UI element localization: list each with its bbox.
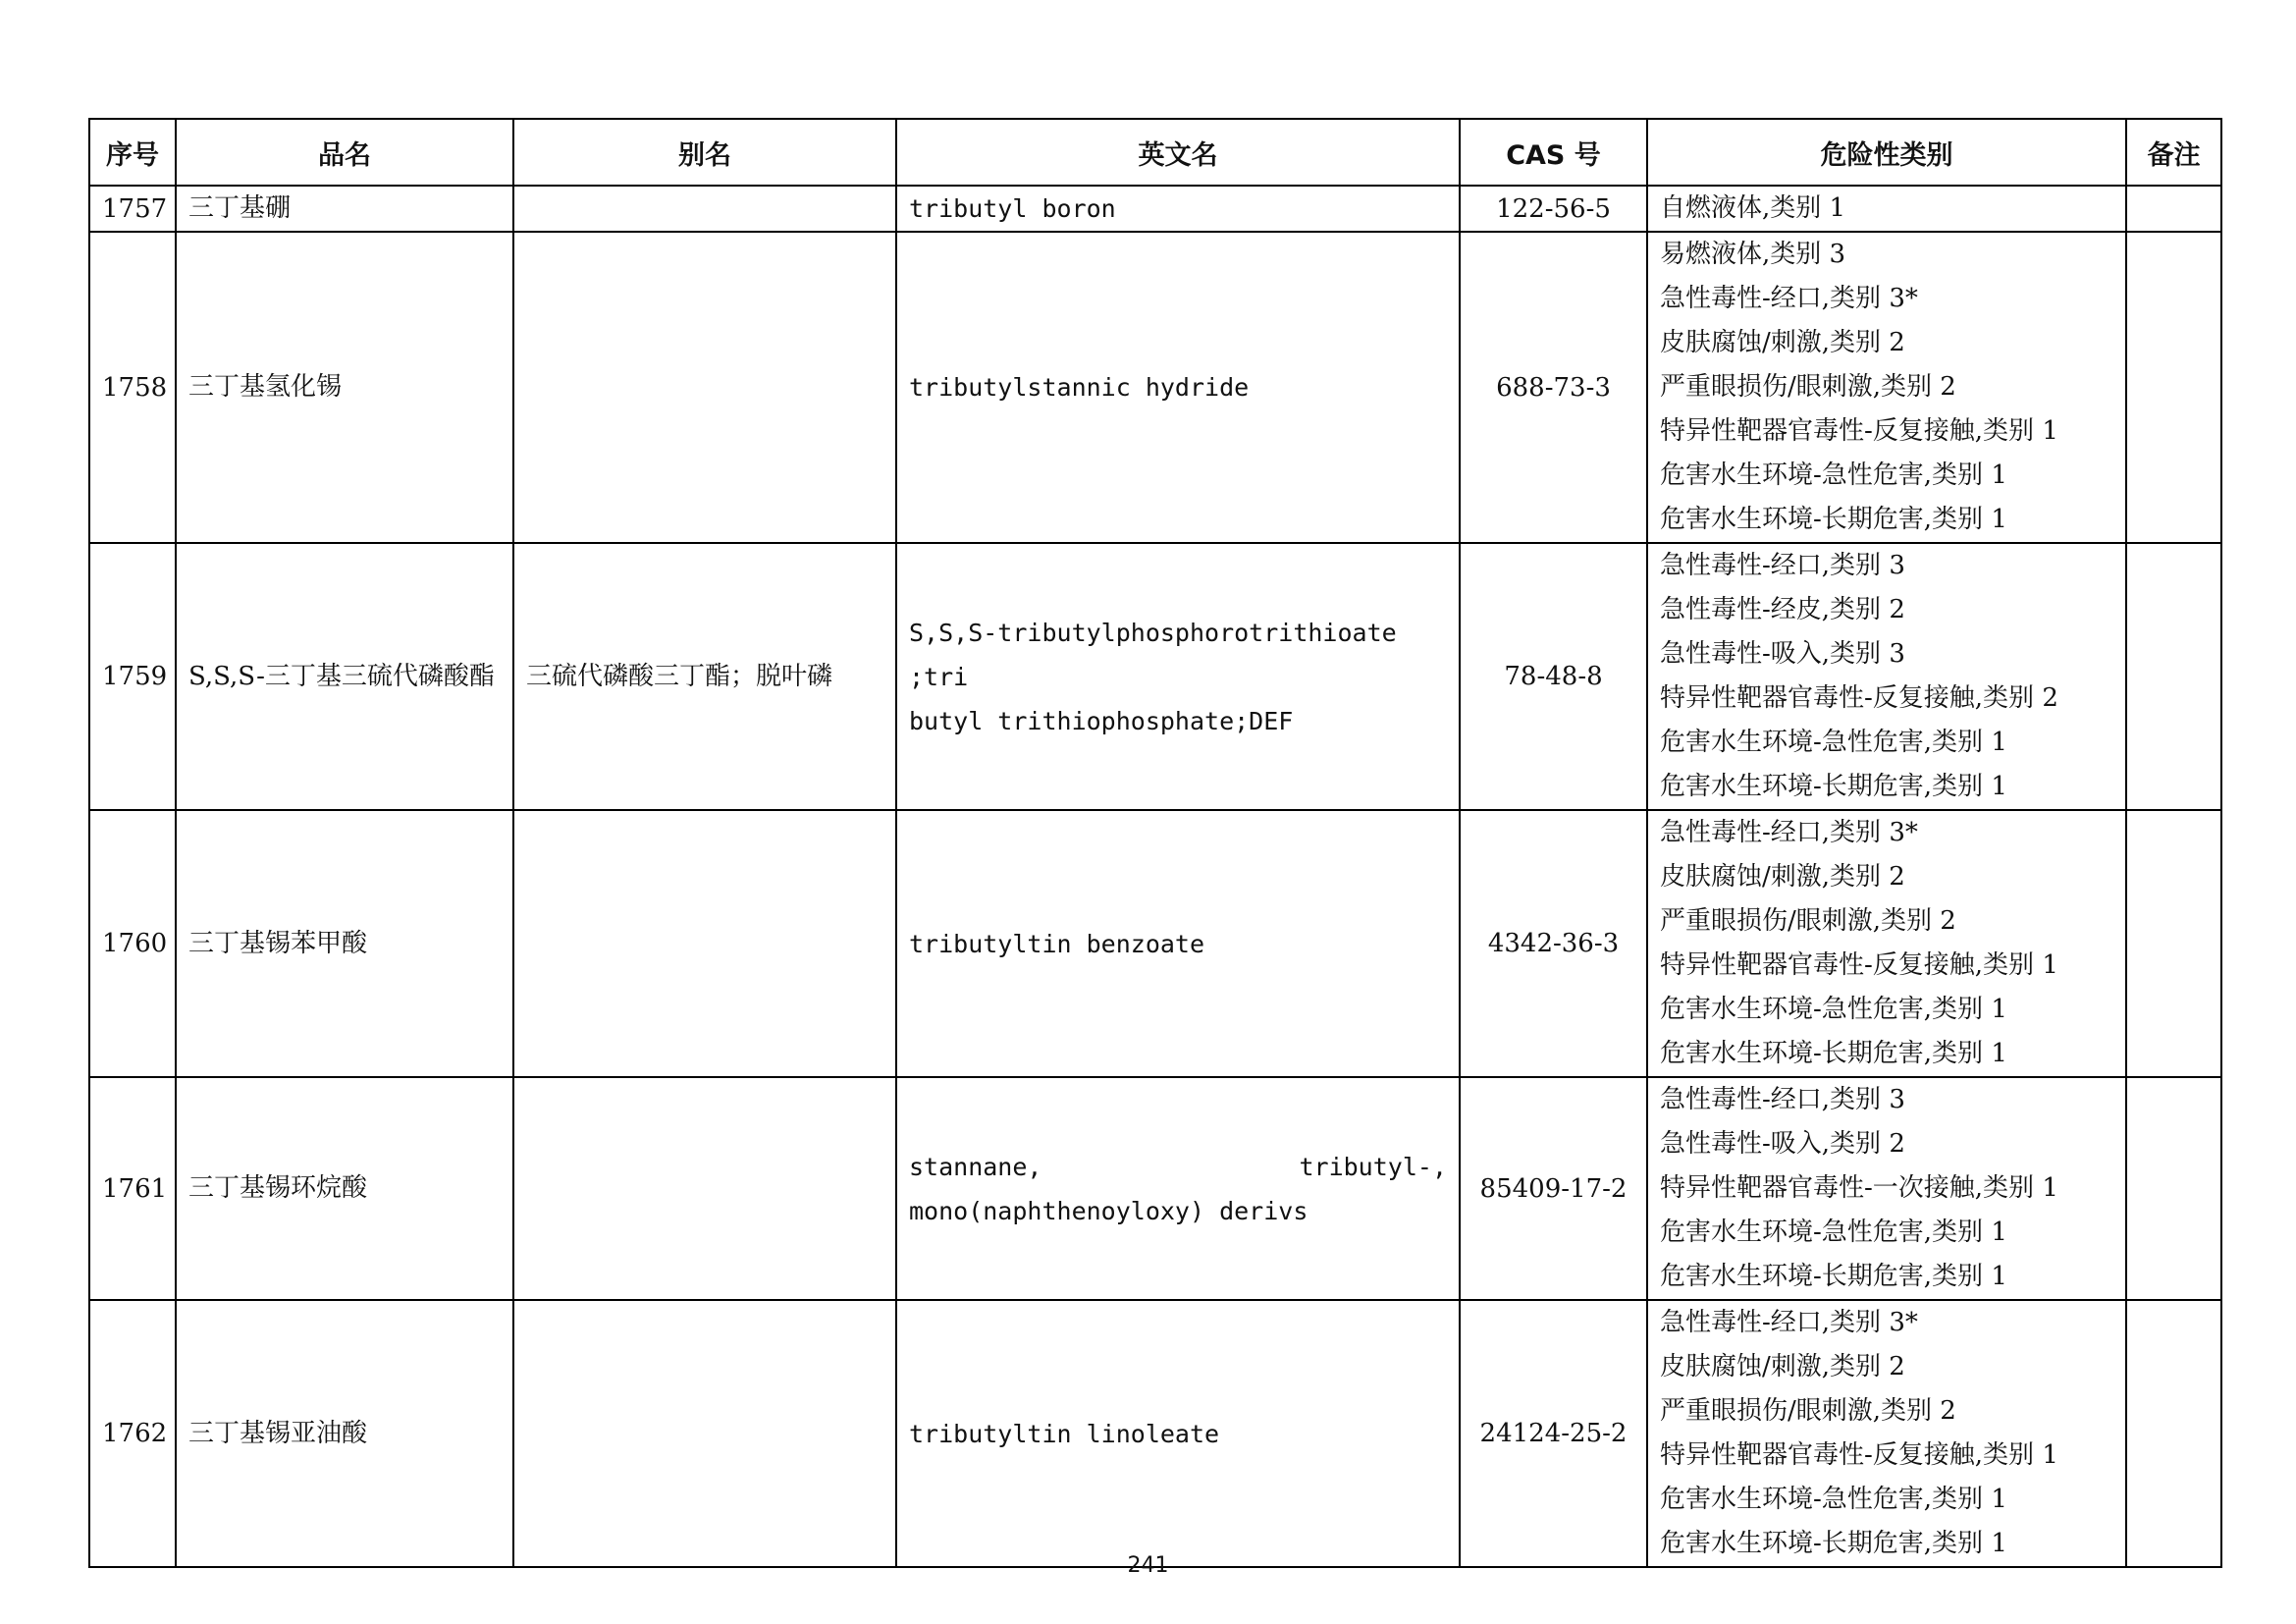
hazard-line: 危害水生环境-急性危害,类别 1	[1660, 1485, 2007, 1514]
hazard-line: 特异性靶器官毒性-一次接触,类别 1	[1660, 1173, 2058, 1203]
english-name-line: S,S,S-tributylphosphorotrithioate ;tri	[909, 618, 1397, 691]
english-name-cell	[896, 810, 1460, 1077]
hazard-line: 皮肤腐蚀/刺激,类别 2	[1660, 328, 1905, 357]
product-name-cell: 三丁基硼	[176, 186, 513, 232]
table-row	[89, 1300, 2221, 1567]
serial-number-cell: 1757	[89, 186, 176, 232]
alias-cell	[513, 186, 896, 232]
alias-cell: 三硫代磷酸三丁酯；脱叶磷	[513, 543, 896, 810]
serial-number-cell: 1762	[89, 1300, 176, 1567]
hazard-category-cell	[1647, 543, 2126, 810]
hazard-category-cell	[1647, 232, 2126, 543]
remarks-cell	[2126, 543, 2221, 810]
header-serial-number: 序号	[89, 119, 176, 186]
product-name-cell: 三丁基锡苯甲酸	[176, 810, 513, 1077]
header-english-name: 英文名	[896, 119, 1460, 186]
hazard-line: 危害水生环境-急性危害,类别 1	[1660, 460, 2007, 490]
hazard-line: 危害水生环境-长期危害,类别 1	[1660, 1039, 2007, 1068]
cas-number-cell: 4342-36-3	[1460, 810, 1647, 1077]
hazard-line: 急性毒性-经口,类别 3	[1660, 1085, 1905, 1114]
hazard-line: 特异性靶器官毒性-反复接触,类别 2	[1660, 683, 2058, 713]
hazard-category-cell	[1647, 1300, 2126, 1567]
cas-number-cell: 85409-17-2	[1460, 1077, 1647, 1300]
product-name-cell: 三丁基氢化锡	[176, 232, 513, 543]
hazard-line: 危害水生环境-急性危害,类别 1	[1660, 995, 2007, 1024]
hazard-line: 易燃液体,类别 3	[1660, 240, 1846, 269]
header-hazard-category: 危险性类别	[1647, 119, 2126, 186]
header-alias: 别名	[513, 119, 896, 186]
english-name-line: tributyl boron	[909, 194, 1116, 223]
cas-number-cell: 78-48-8	[1460, 543, 1647, 810]
hazard-line: 急性毒性-经口,类别 3	[1660, 551, 1905, 580]
header-remarks: 备注	[2126, 119, 2221, 186]
hazardous-chemicals-table	[88, 118, 2222, 1568]
product-name-cell: 三丁基锡亚油酸	[176, 1300, 513, 1567]
hazard-line: 严重眼损伤/眼刺激,类别 2	[1660, 372, 1956, 402]
header-product-name: 品名	[176, 119, 513, 186]
alias-cell	[513, 810, 896, 1077]
hazard-line: 特异性靶器官毒性-反复接触,类别 1	[1660, 416, 2058, 446]
cas-number-cell: 24124-25-2	[1460, 1300, 1647, 1567]
hazard-line: 急性毒性-吸入,类别 3	[1660, 639, 1905, 669]
english-name-line: butyl trithiophosphate;DEF	[909, 706, 1294, 735]
hazard-line: 危害水生环境-急性危害,类别 1	[1660, 728, 2007, 757]
english-name-line: stannane, tributyl-,	[909, 1152, 1447, 1181]
english-name-cell	[896, 186, 1460, 232]
hazard-category-cell	[1647, 1077, 2126, 1300]
hazard-line: 自燃液体,类别 1	[1660, 193, 1846, 223]
english-name-line: tributyltin linoleate	[909, 1419, 1220, 1448]
product-name-cell: 三丁基锡环烷酸	[176, 1077, 513, 1300]
table-row	[89, 186, 2221, 232]
hazard-line: 皮肤腐蚀/刺激,类别 2	[1660, 1352, 1905, 1381]
page-number: 241	[1127, 1553, 1169, 1578]
english-name-cell	[896, 543, 1460, 810]
english-name-line: tributylstannic hydride	[909, 373, 1250, 402]
hazard-line: 特异性靶器官毒性-反复接触,类别 1	[1660, 950, 2058, 980]
hazard-line: 危害水生环境-长期危害,类别 1	[1660, 1262, 2007, 1291]
english-name-cell	[896, 1300, 1460, 1567]
header-cas-number: CAS 号	[1460, 119, 1647, 186]
hazard-line: 危害水生环境-长期危害,类别 1	[1660, 1529, 2007, 1558]
table-row	[89, 1077, 2221, 1300]
header-row	[89, 119, 2221, 186]
hazard-category-cell	[1647, 186, 2126, 232]
hazard-line: 特异性靶器官毒性-反复接触,类别 1	[1660, 1440, 2058, 1470]
remarks-cell	[2126, 1300, 2221, 1567]
hazard-category-cell	[1647, 810, 2126, 1077]
english-name-cell	[896, 232, 1460, 543]
remarks-cell	[2126, 1077, 2221, 1300]
hazard-line: 皮肤腐蚀/刺激,类别 2	[1660, 862, 1905, 892]
remarks-cell	[2126, 810, 2221, 1077]
hazard-line: 危害水生环境-急性危害,类别 1	[1660, 1218, 2007, 1247]
serial-number-cell: 1761	[89, 1077, 176, 1300]
serial-number-cell: 1760	[89, 810, 176, 1077]
alias-cell	[513, 1300, 896, 1567]
serial-number-cell: 1758	[89, 232, 176, 543]
table-row	[89, 810, 2221, 1077]
hazard-line: 急性毒性-经皮,类别 2	[1660, 595, 1905, 624]
hazard-line: 急性毒性-经口,类别 3*	[1660, 1308, 1918, 1337]
remarks-cell	[2126, 186, 2221, 232]
alias-cell	[513, 232, 896, 543]
serial-number-cell: 1759	[89, 543, 176, 810]
hazard-line: 危害水生环境-长期危害,类别 1	[1660, 772, 2007, 801]
table-row	[89, 232, 2221, 543]
hazard-line: 严重眼损伤/眼刺激,类别 2	[1660, 906, 1956, 936]
english-name-line: mono(naphthenoyloxy) derivs	[909, 1196, 1308, 1225]
product-name-cell: S,S,S-三丁基三硫代磷酸酯	[176, 543, 513, 810]
hazard-line: 急性毒性-吸入,类别 2	[1660, 1129, 1905, 1159]
hazard-line: 急性毒性-经口,类别 3*	[1660, 818, 1918, 847]
hazard-line: 严重眼损伤/眼刺激,类别 2	[1660, 1396, 1956, 1426]
alias-cell	[513, 1077, 896, 1300]
english-name-cell	[896, 1077, 1460, 1300]
hazard-line: 危害水生环境-长期危害,类别 1	[1660, 505, 2007, 534]
hazard-line: 急性毒性-经口,类别 3*	[1660, 284, 1918, 313]
table-row	[89, 543, 2221, 810]
cas-number-cell: 122-56-5	[1460, 186, 1647, 232]
remarks-cell	[2126, 232, 2221, 543]
cas-number-cell: 688-73-3	[1460, 232, 1647, 543]
english-name-line: tributyltin benzoate	[909, 929, 1205, 958]
